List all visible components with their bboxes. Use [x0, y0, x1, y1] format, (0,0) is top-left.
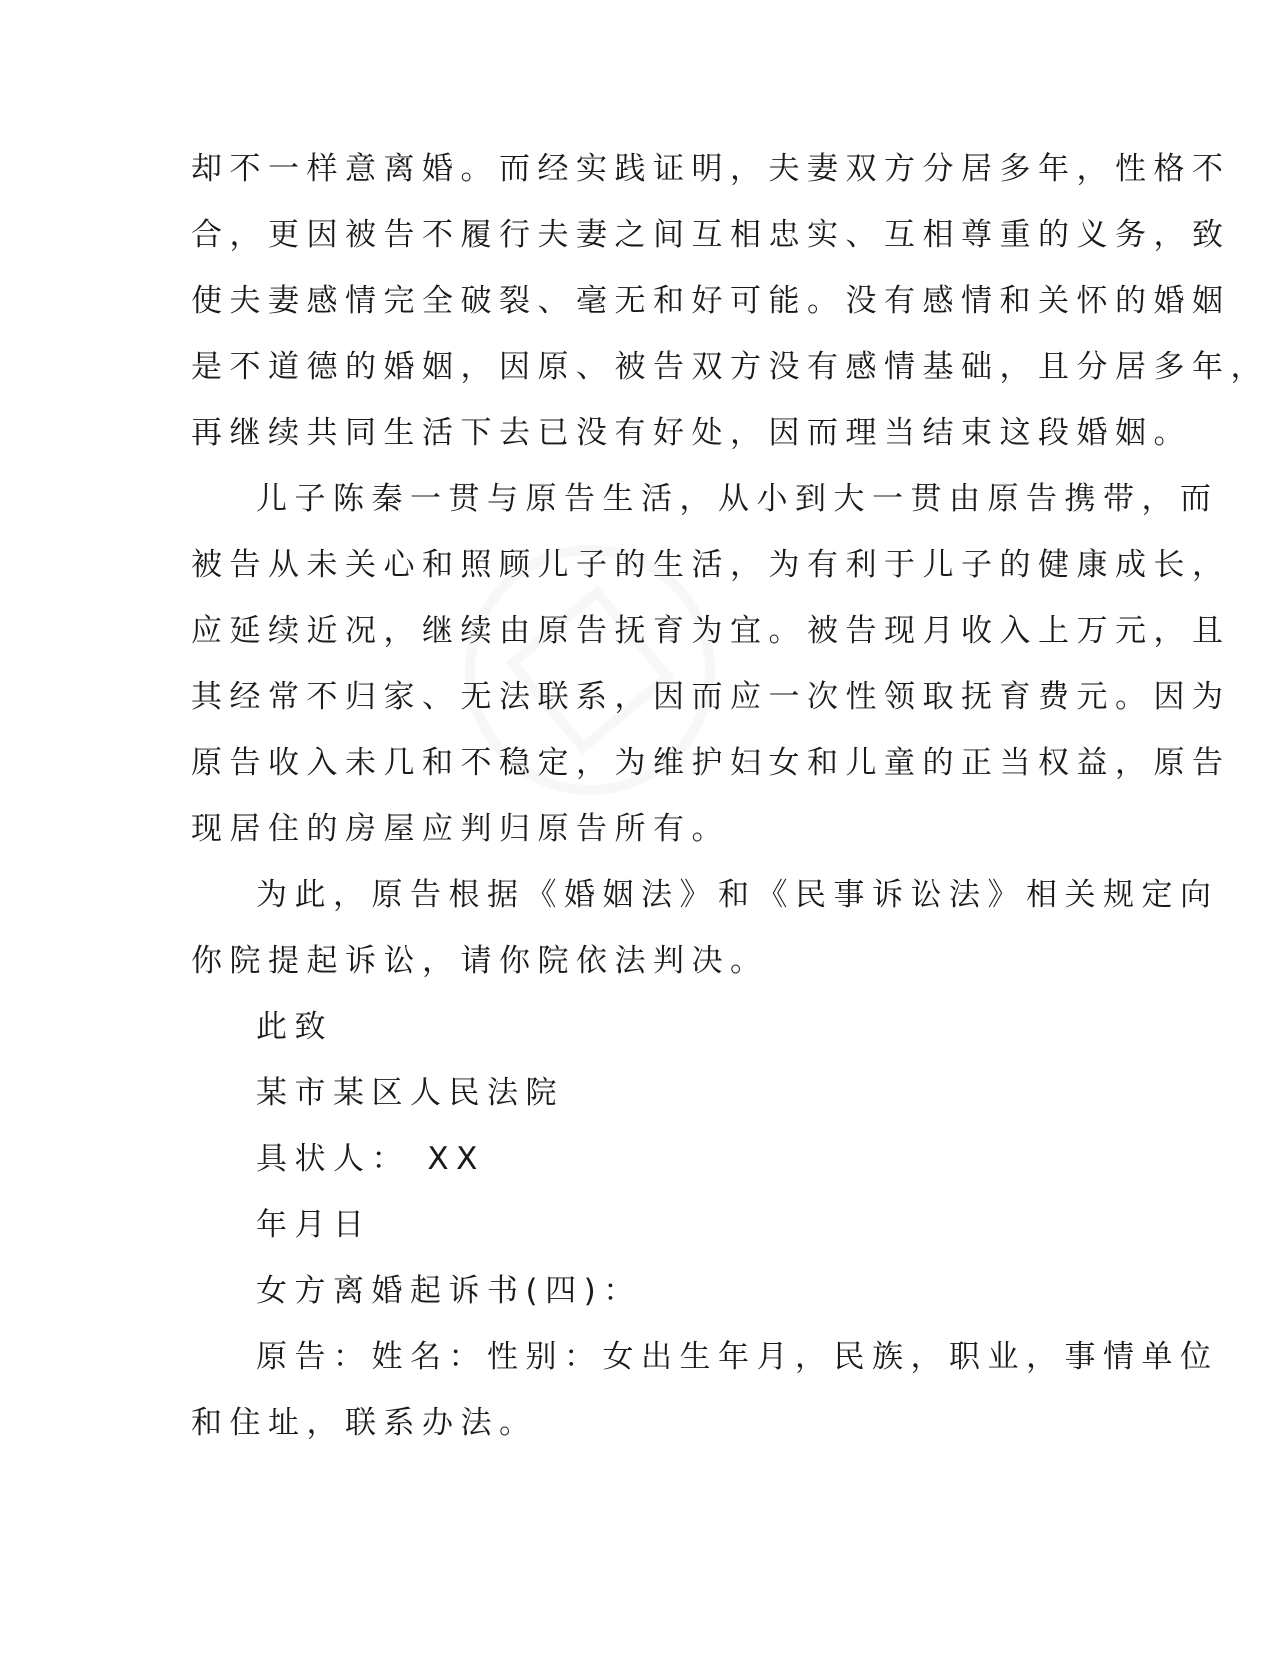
paragraph-line: 现居住的房屋应判归原告所有。	[191, 811, 730, 847]
signatory: 具状人： XX	[256, 1141, 485, 1177]
paragraph-line: 使夫妻感情完全破裂、毫无和好可能。没有感情和关怀的婚姻	[191, 283, 1231, 319]
paragraph-line: 原告：姓名：性别：女出生年月，民族，职业，事情单位	[256, 1339, 1219, 1375]
date-line: 年月日	[256, 1207, 372, 1243]
section-heading: 女方离婚起诉书(四)：	[256, 1273, 642, 1309]
salutation: 此致	[256, 1009, 333, 1045]
paragraph-line: 再继续共同生活下去已没有好处，因而理当结束这段婚姻。	[191, 415, 1192, 451]
paragraph-line: 其经常不归家、无法联系，因而应一次性领取抚育费元。因为	[191, 679, 1231, 715]
court-name: 某市某区人民法院	[256, 1075, 564, 1111]
paragraph-line: 你院提起诉讼，请你院依法判决。	[191, 943, 769, 979]
paragraph-line: 原告收入未几和不稳定，为维护妇女和儿童的正当权益，原告	[191, 745, 1231, 781]
paragraph-line: 应延续近况，继续由原告抚育为宜。被告现月收入上万元，且	[191, 613, 1231, 649]
paragraph-line: 和住址，联系办法。	[191, 1405, 538, 1441]
paragraph-line: 儿子陈秦一贯与原告生活，从小到大一贯由原告携带，而	[256, 481, 1219, 517]
document-body	[191, 136, 1269, 1456]
paragraph-line: 合，更因被告不履行夫妻之间互相忠实、互相尊重的义务，致	[191, 217, 1231, 253]
paragraph-line: 却不一样意离婚。而经实践证明，夫妻双方分居多年，性格不	[191, 151, 1231, 187]
paragraph-line: 被告从未关心和照顾儿子的生活，为有利于儿子的健康成长，	[191, 547, 1231, 583]
paragraph-line: 为此，原告根据《婚姻法》和《民事诉讼法》相关规定向	[256, 877, 1219, 913]
paragraph-line: 是不道德的婚姻，因原、被告双方没有感情基础，且分居多年，	[191, 349, 1269, 385]
